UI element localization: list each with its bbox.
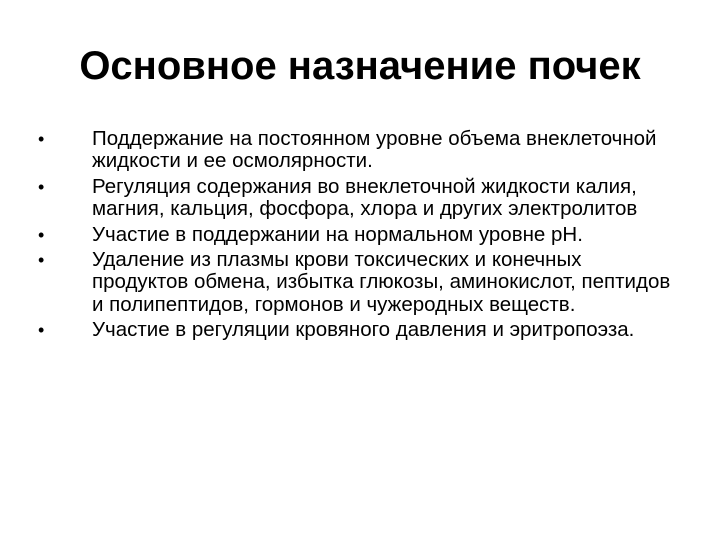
bullet-text: Поддержание на постоянном уровне объема внеклеточной жидкости и ее осмолярности. <box>92 127 657 173</box>
bullet-item <box>0 319 720 341</box>
bullet-list <box>0 128 720 345</box>
bullet-item <box>0 176 720 221</box>
slide-title: Основное назначение почек <box>79 44 641 88</box>
bullet-item <box>0 249 720 316</box>
bullet-text: Удаление из плазмы крови токсических и конечных продуктов обмена, избытка глюкозы, аминокислот, пептидов и полипептидов, гормонов и чужеродных веществ. <box>92 248 671 316</box>
bullet-icon: • <box>38 250 45 271</box>
bullet-item <box>0 128 720 173</box>
bullet-text: Участие в поддержании на нормальном уровне рН. <box>92 222 583 246</box>
bullet-icon: • <box>38 320 45 341</box>
bullet-icon: • <box>38 224 45 245</box>
bullet-text: Участие в регуляции кровяного давления и эритропоэза. <box>92 318 635 342</box>
bullet-text: Регуляция содержания во внеклеточной жидкости калия, магния, кальция, фосфора, хлора и других электролитов <box>92 174 638 221</box>
bullet-icon: • <box>38 129 45 149</box>
bullet-item <box>0 224 720 246</box>
bullet-icon: • <box>38 176 45 197</box>
